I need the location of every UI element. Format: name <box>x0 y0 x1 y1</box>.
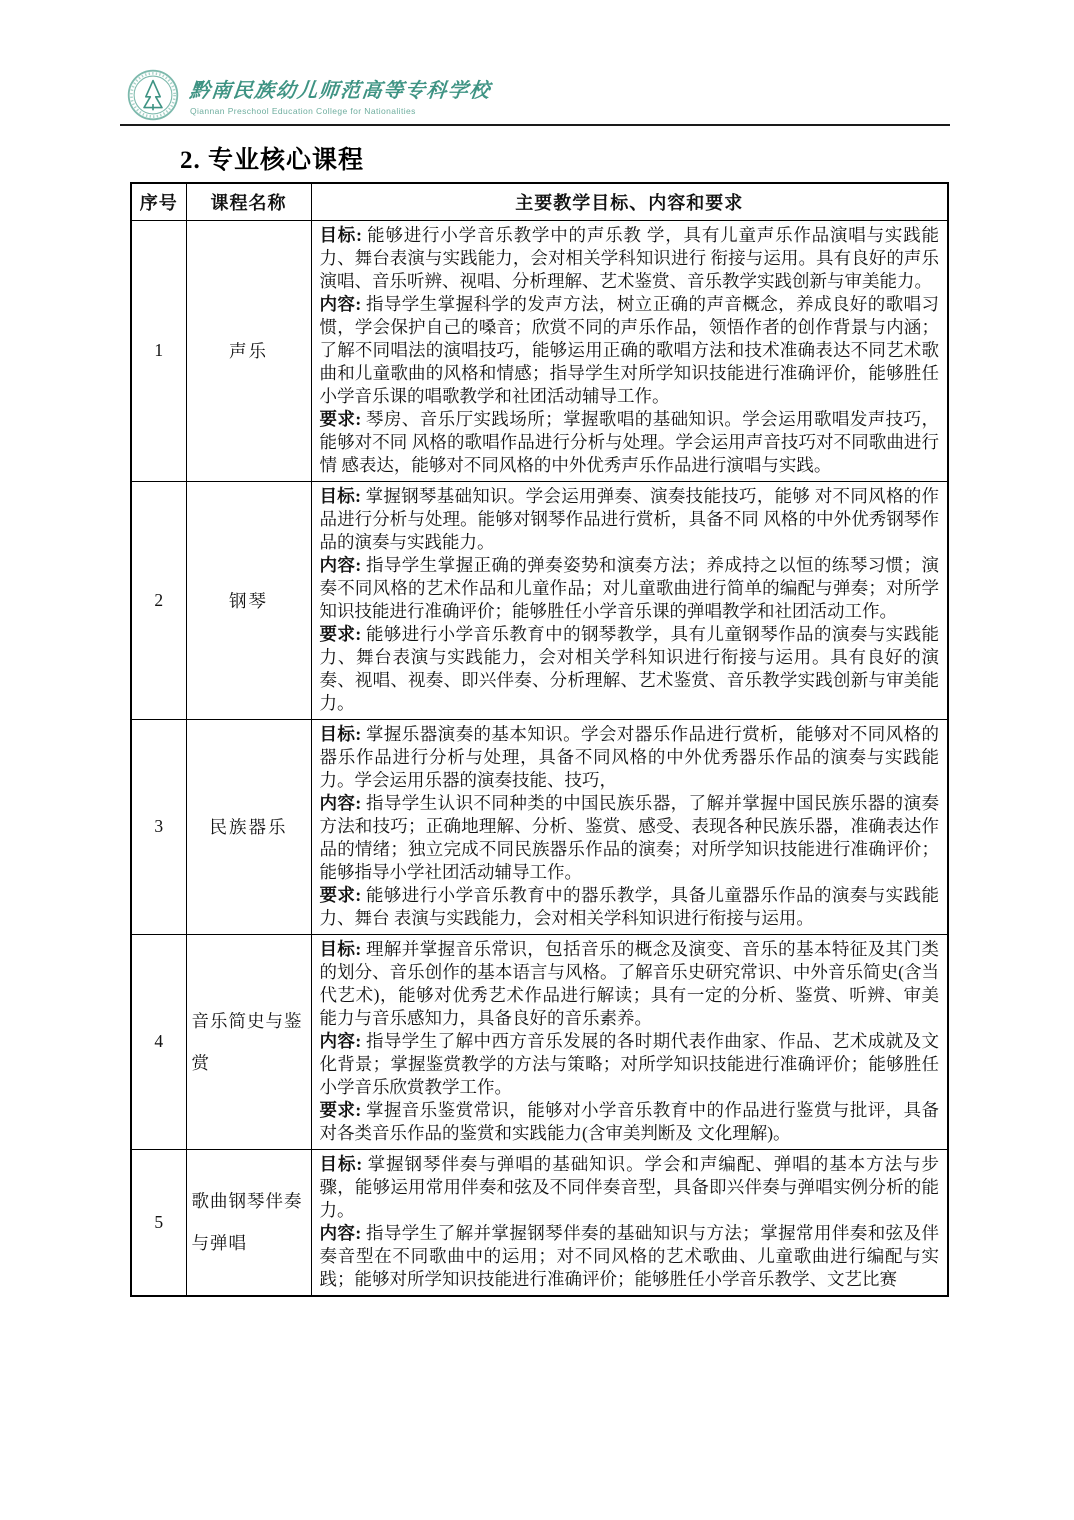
section-label: 目标: <box>319 485 361 506</box>
section-text: 指导学生了解中西方音乐发展的各时期代表作曲家、作品、艺术成就及文化背景；掌握鉴赏教学的方法与策略；对所学知识技能进行准确评价；能够胜任小学音乐欣赏教学工作。 <box>319 1030 940 1097</box>
course-description <box>311 719 948 934</box>
description-section <box>320 554 940 623</box>
course-description <box>311 1149 948 1296</box>
section-label: 目标: <box>319 224 362 245</box>
description-section <box>320 1099 940 1145</box>
table-row <box>131 934 948 1149</box>
table-row <box>131 220 948 481</box>
section-text: 琴房、音乐厅实践场所；掌握歌唱的基础知识。学会运用歌唱发声技巧，能够对不同 风格的歌唱作品进行分析与处理。学会运用声音技巧对不同歌曲进行情 感表达，能够对不同风格的中外优秀声乐作品进行演唱与实践。 <box>319 408 940 475</box>
section-label: 要求: <box>319 408 362 429</box>
description-section <box>320 293 940 408</box>
section-label: 内容: <box>319 554 362 575</box>
description-section <box>320 723 940 792</box>
section-text: 掌握钢琴基础知识。学会运用弹奏、演奏技能技巧，能够 对不同风格的作品进行分析与处理。能够对钢琴作品进行赏析，具备不同 风格的中外优秀钢琴作品的演奏与实践能力。 <box>319 485 940 552</box>
course-number: 1 <box>131 220 186 481</box>
description-section <box>320 485 940 554</box>
description-section <box>320 1153 940 1222</box>
header-divider <box>120 124 950 126</box>
section-label: 内容: <box>319 1030 362 1051</box>
school-name-zh: 黔南民族幼儿师范高等专科学校 <box>188 80 492 102</box>
description-section <box>320 1222 940 1291</box>
course-number: 4 <box>131 934 186 1149</box>
section-text: 指导学生了解并掌握钢琴伴奏的基础知识与方法；掌握常用伴奏和弦及伴奏音型在不同歌曲中的运用；对不同风格的艺术歌曲、儿童歌曲进行编配与实践；能够对所学知识技能进行准确评价；能够胜任小学音乐教学、文艺比赛 <box>319 1222 940 1289</box>
description-section <box>320 938 940 1030</box>
section-text: 掌握乐器演奏的基本知识。学会对器乐作品进行赏析，能够对不同风格的器乐作品进行分析与处理，具备不同风格的中外优秀器乐作品的演奏与实践能力。学会运用乐器的演奏技能、技巧， <box>319 723 940 790</box>
section-text: 能够进行小学音乐教学中的声乐教 学，具有儿童声乐作品演唱与实践能力、舞台表演与实践能力，会对相关学科知识进行 衔接与运用。具有良好的声乐演唱、音乐听辨、视唱、分析理解、艺术鉴赏、音乐教学实践创新与审美能力。 <box>319 224 940 291</box>
section-label: 目标: <box>319 723 362 744</box>
section-text: 能够进行小学音乐教育中的器乐教学，具备儿童器乐作品的演奏与实践能力、舞台 表演与实践能力，会对相关学科知识进行衔接与运用。 <box>319 884 940 928</box>
section-text: 理解并掌握音乐常识，包括音乐的概念及演变、音乐的基本特征及其门类的划分、音乐创作的基本语言与风格。了解音乐史研究常识、中外音乐简史(含当代艺术)，能够对优秀艺术作品进行解读；具有一定的分析、鉴赏、听辨、审美 能力与音乐感知力，具备良好的音乐素养。 <box>319 938 940 1028</box>
course-description <box>311 934 948 1149</box>
section-text: 指导学生掌握科学的发声方法，树立正确的声音概念，养成良好的歌唱习惯，学会保护自己的嗓音；欣赏不同的声乐作品，领悟作者的创作背景与内涵；了解不同唱法的演唱技巧，能够运用正确的歌唱方法和技术准确表达不同艺术歌曲和儿童歌曲的风格和情感；指导学生对所学知识技能进行准确评价，能够胜任小学音乐课的唱歌教学和社团活动辅导工作。 <box>319 293 940 406</box>
section-label: 要求: <box>319 884 362 905</box>
section-label: 目标: <box>319 938 362 959</box>
school-logo-icon <box>126 68 180 122</box>
section-text: 能够进行小学音乐教育中的钢琴教学，具有儿童钢琴作品的演奏与实践能力、舞台表演与实践能力，会对相关学科知识进行衔接与运用。具有良好的演奏、视唱、视奏、即兴伴奏、分析理解、艺术鉴赏、音乐教学实践创新与审美能力。 <box>319 623 940 713</box>
section-text: 掌握钢琴伴奏与弹唱的基础知识。学会和声编配、弹唱的基本方法与步骤，能够运用常用伴奏和弦及不同伴奏音型，具备即兴伴奏与弹唱实例分析的能力。 <box>319 1153 940 1220</box>
section-title: 2. 专业核心课程 <box>180 147 365 174</box>
course-description <box>311 220 948 481</box>
section-label: 内容: <box>319 293 362 314</box>
section-label: 要求: <box>319 1099 362 1120</box>
section-label: 目标: <box>319 1153 363 1174</box>
section-text: 指导学生掌握正确的弹奏姿势和演奏方法；养成持之以恒的练琴习惯；演奏不同风格的艺术作品和儿童作品；对儿童歌曲进行简单的编配与弹奏；对所学知识技能进行准确评价；能够胜任小学音乐课的弹唱教学和社团活动工作。 <box>319 554 940 621</box>
column-header-course-name: 课程名称 <box>186 183 311 220</box>
course-number: 2 <box>131 481 186 719</box>
table-row <box>131 481 948 719</box>
course-number: 3 <box>131 719 186 934</box>
section-text: 指导学生认识不同种类的中国民族乐器，了解并掌握中国民族乐器的演奏方法和技巧；正确地理解、分析、鉴赏、感受、表现各种民族乐器，准确表达作品的情绪；独立完成不同民族器乐作品的演奏；对所学知识技能进行准确评价；能够指导小学社团活动辅导工作。 <box>319 792 940 882</box>
table-row <box>131 719 948 934</box>
section-label: 内容: <box>319 792 362 813</box>
description-section <box>320 408 940 477</box>
course-name: 民族器乐 <box>186 719 311 934</box>
course-name: 声乐 <box>186 220 311 481</box>
section-label: 要求: <box>319 623 362 644</box>
table-row <box>131 1149 948 1296</box>
course-name: 歌曲钢琴伴奏与弹唱 <box>186 1149 311 1296</box>
section-label: 内容: <box>319 1222 362 1243</box>
description-section <box>320 792 940 884</box>
column-header-objectives: 主要教学目标、内容和要求 <box>311 183 948 220</box>
letterhead <box>126 68 491 122</box>
column-header-no: 序号 <box>131 183 186 220</box>
course-name: 音乐简史与鉴赏 <box>186 934 311 1149</box>
description-section <box>320 623 940 715</box>
table-header-row <box>131 183 948 220</box>
description-section <box>320 224 940 293</box>
description-section <box>320 884 940 930</box>
course-name: 钢琴 <box>186 481 311 719</box>
course-description <box>311 481 948 719</box>
description-section <box>320 1030 940 1099</box>
section-text: 掌握音乐鉴赏常识，能够对小学音乐教育中的作品进行鉴赏与批评，具备对各类音乐作品的鉴赏和实践能力(含审美判断及 文化理解)。 <box>319 1099 940 1143</box>
courses-table <box>130 182 949 1297</box>
school-name-en: Qiannan Preschool Education College for Nationalities <box>190 106 416 116</box>
course-number: 5 <box>131 1149 186 1296</box>
